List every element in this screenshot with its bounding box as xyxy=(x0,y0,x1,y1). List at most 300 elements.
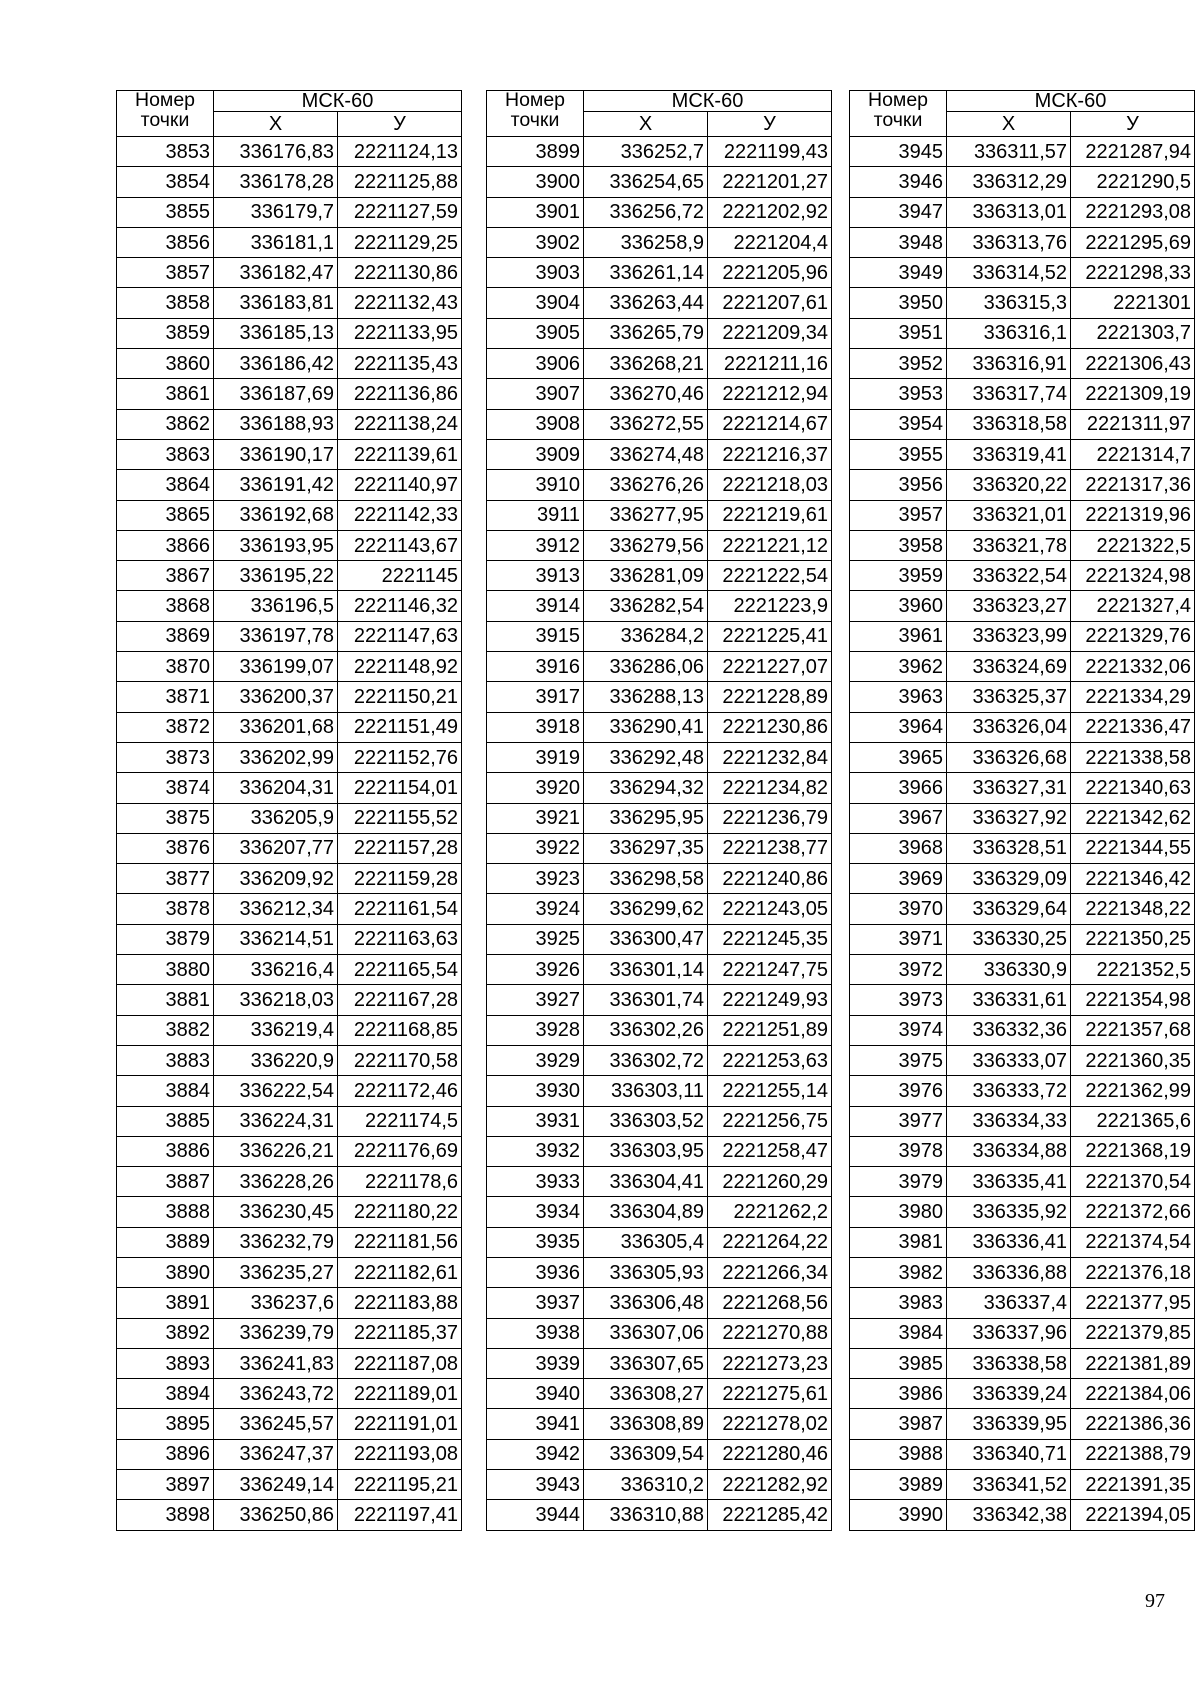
table-row xyxy=(117,833,462,863)
table-row xyxy=(487,803,832,833)
y-coordinate-cell: 2221251,89 xyxy=(708,1015,832,1045)
table-row xyxy=(117,924,462,954)
x-coordinate-cell: 336306,48 xyxy=(584,1288,708,1318)
y-coordinate-cell: 2221287,94 xyxy=(1071,137,1195,167)
x-coordinate-cell: 336319,41 xyxy=(947,439,1071,469)
x-coordinate-cell: 336249,14 xyxy=(214,1470,338,1500)
point-number-cell: 3916 xyxy=(487,652,584,682)
y-coordinate-cell: 2221256,75 xyxy=(708,1106,832,1136)
table-row xyxy=(487,1076,832,1106)
table-row xyxy=(487,349,832,379)
x-coordinate-cell: 336224,31 xyxy=(214,1106,338,1136)
point-number-cell: 3941 xyxy=(487,1409,584,1439)
table-row xyxy=(850,1288,1195,1318)
table-row xyxy=(117,470,462,500)
y-coordinate-cell: 2221204,4 xyxy=(708,227,832,257)
table-row xyxy=(117,773,462,803)
y-coordinate-cell: 2221377,95 xyxy=(1071,1288,1195,1318)
table-row xyxy=(487,530,832,560)
y-coordinate-cell: 2221268,56 xyxy=(708,1288,832,1318)
y-coordinate-cell: 2221357,68 xyxy=(1071,1015,1195,1045)
x-coordinate-cell: 336282,54 xyxy=(584,591,708,621)
header-point-number: Номер точки xyxy=(850,91,947,137)
x-coordinate-cell: 336295,95 xyxy=(584,803,708,833)
table-row xyxy=(487,864,832,894)
table-row xyxy=(487,1227,832,1257)
point-number-cell: 3923 xyxy=(487,864,584,894)
table-row xyxy=(117,955,462,985)
x-coordinate-cell: 336320,22 xyxy=(947,470,1071,500)
point-number-cell: 3891 xyxy=(117,1288,214,1318)
page-number: 97 xyxy=(1145,1590,1165,1612)
table-row xyxy=(117,318,462,348)
y-coordinate-cell: 2221350,25 xyxy=(1071,924,1195,954)
header-x: Х xyxy=(584,112,708,137)
y-coordinate-cell: 2221157,28 xyxy=(338,833,462,863)
y-coordinate-cell: 2221193,08 xyxy=(338,1439,462,1469)
y-coordinate-cell: 2221223,9 xyxy=(708,591,832,621)
x-coordinate-cell: 336331,61 xyxy=(947,985,1071,1015)
point-number-cell: 3876 xyxy=(117,833,214,863)
point-number-cell: 3942 xyxy=(487,1439,584,1469)
point-number-cell: 3945 xyxy=(850,137,947,167)
x-coordinate-cell: 336304,41 xyxy=(584,1167,708,1197)
y-coordinate-cell: 2221129,25 xyxy=(338,227,462,257)
y-coordinate-cell: 2221336,47 xyxy=(1071,712,1195,742)
point-number-cell: 3868 xyxy=(117,591,214,621)
point-number-cell: 3888 xyxy=(117,1197,214,1227)
x-coordinate-cell: 336332,36 xyxy=(947,1015,1071,1045)
point-number-cell: 3874 xyxy=(117,773,214,803)
x-coordinate-cell: 336307,06 xyxy=(584,1318,708,1348)
table-row xyxy=(487,1439,832,1469)
x-coordinate-cell: 336193,95 xyxy=(214,530,338,560)
table-row xyxy=(117,1136,462,1166)
x-coordinate-cell: 336200,37 xyxy=(214,682,338,712)
point-number-cell: 3886 xyxy=(117,1136,214,1166)
point-number-cell: 3936 xyxy=(487,1257,584,1287)
table-row xyxy=(487,1106,832,1136)
x-coordinate-cell: 336212,34 xyxy=(214,894,338,924)
point-number-cell: 3864 xyxy=(117,470,214,500)
point-number-cell: 3962 xyxy=(850,652,947,682)
x-coordinate-cell: 336243,72 xyxy=(214,1379,338,1409)
table-row xyxy=(850,1409,1195,1439)
y-coordinate-cell: 2221132,43 xyxy=(338,288,462,318)
table-row xyxy=(850,530,1195,560)
coordinate-table-1 xyxy=(116,90,462,1531)
x-coordinate-cell: 336333,07 xyxy=(947,1045,1071,1075)
x-coordinate-cell: 336341,52 xyxy=(947,1470,1071,1500)
point-number-cell: 3912 xyxy=(487,530,584,560)
point-number-cell: 3911 xyxy=(487,500,584,530)
table-row xyxy=(850,1348,1195,1378)
y-coordinate-cell: 2221185,37 xyxy=(338,1318,462,1348)
x-coordinate-cell: 336340,71 xyxy=(947,1439,1071,1469)
y-coordinate-cell: 2221150,21 xyxy=(338,682,462,712)
y-coordinate-cell: 2221372,66 xyxy=(1071,1197,1195,1227)
point-number-cell: 3940 xyxy=(487,1379,584,1409)
point-number-cell: 3865 xyxy=(117,500,214,530)
table-row xyxy=(850,924,1195,954)
point-number-cell: 3956 xyxy=(850,470,947,500)
x-coordinate-cell: 336337,4 xyxy=(947,1288,1071,1318)
point-number-cell: 3955 xyxy=(850,439,947,469)
y-coordinate-cell: 2221368,19 xyxy=(1071,1136,1195,1166)
y-coordinate-cell: 2221180,22 xyxy=(338,1197,462,1227)
y-coordinate-cell: 2221218,03 xyxy=(708,470,832,500)
point-number-cell: 3883 xyxy=(117,1045,214,1075)
x-coordinate-cell: 336274,48 xyxy=(584,439,708,469)
table-row xyxy=(117,530,462,560)
point-number-cell: 3938 xyxy=(487,1318,584,1348)
y-coordinate-cell: 2221354,98 xyxy=(1071,985,1195,1015)
point-number-cell: 3980 xyxy=(850,1197,947,1227)
y-coordinate-cell: 2221222,54 xyxy=(708,561,832,591)
y-coordinate-cell: 2221280,46 xyxy=(708,1439,832,1469)
table-row xyxy=(487,682,832,712)
y-coordinate-cell: 2221260,29 xyxy=(708,1167,832,1197)
point-number-cell: 3882 xyxy=(117,1015,214,1045)
table-row xyxy=(117,379,462,409)
y-coordinate-cell: 2221329,76 xyxy=(1071,621,1195,651)
x-coordinate-cell: 336201,68 xyxy=(214,712,338,742)
y-coordinate-cell: 2221303,7 xyxy=(1071,318,1195,348)
table-row xyxy=(850,1227,1195,1257)
x-coordinate-cell: 336258,9 xyxy=(584,227,708,257)
y-coordinate-cell: 2221376,18 xyxy=(1071,1257,1195,1287)
y-coordinate-cell: 2221227,07 xyxy=(708,652,832,682)
y-coordinate-cell: 2221230,86 xyxy=(708,712,832,742)
point-number-cell: 3892 xyxy=(117,1318,214,1348)
point-number-cell: 3974 xyxy=(850,1015,947,1045)
y-coordinate-cell: 2221340,63 xyxy=(1071,773,1195,803)
point-number-cell: 3908 xyxy=(487,409,584,439)
table-row xyxy=(850,409,1195,439)
point-number-cell: 3973 xyxy=(850,985,947,1015)
point-number-cell: 3961 xyxy=(850,621,947,651)
y-coordinate-cell: 2221143,67 xyxy=(338,530,462,560)
table-row xyxy=(117,439,462,469)
x-coordinate-cell: 336239,79 xyxy=(214,1318,338,1348)
x-coordinate-cell: 336192,68 xyxy=(214,500,338,530)
point-number-cell: 3951 xyxy=(850,318,947,348)
point-number-cell: 3932 xyxy=(487,1136,584,1166)
y-coordinate-cell: 2221127,59 xyxy=(338,197,462,227)
y-coordinate-cell: 2221334,29 xyxy=(1071,682,1195,712)
coordinate-table-3 xyxy=(849,90,1195,1531)
y-coordinate-cell: 2221214,67 xyxy=(708,409,832,439)
y-coordinate-cell: 2221293,08 xyxy=(1071,197,1195,227)
y-coordinate-cell: 2221379,85 xyxy=(1071,1318,1195,1348)
point-number-cell: 3946 xyxy=(850,167,947,197)
table-row xyxy=(850,803,1195,833)
x-coordinate-cell: 336195,22 xyxy=(214,561,338,591)
y-coordinate-cell: 2221152,76 xyxy=(338,742,462,772)
table-row xyxy=(117,258,462,288)
x-coordinate-cell: 336310,2 xyxy=(584,1470,708,1500)
point-number-cell: 3887 xyxy=(117,1167,214,1197)
table-row xyxy=(117,803,462,833)
coordinate-tables xyxy=(116,89,1192,1566)
y-coordinate-cell: 2221298,33 xyxy=(1071,258,1195,288)
y-coordinate-cell: 2221255,14 xyxy=(708,1076,832,1106)
x-coordinate-cell: 336305,4 xyxy=(584,1227,708,1257)
x-coordinate-cell: 336272,55 xyxy=(584,409,708,439)
x-coordinate-cell: 336250,86 xyxy=(214,1500,338,1530)
point-number-cell: 3960 xyxy=(850,591,947,621)
table-row xyxy=(117,1257,462,1287)
table-row xyxy=(117,227,462,257)
y-coordinate-cell: 2221199,43 xyxy=(708,137,832,167)
table-row xyxy=(850,682,1195,712)
x-coordinate-cell: 336298,58 xyxy=(584,864,708,894)
point-number-cell: 3987 xyxy=(850,1409,947,1439)
x-coordinate-cell: 336268,21 xyxy=(584,349,708,379)
x-coordinate-cell: 336232,79 xyxy=(214,1227,338,1257)
y-coordinate-cell: 2221344,55 xyxy=(1071,833,1195,863)
point-number-cell: 3855 xyxy=(117,197,214,227)
point-number-cell: 3907 xyxy=(487,379,584,409)
y-coordinate-cell: 2221278,02 xyxy=(708,1409,832,1439)
point-number-cell: 3863 xyxy=(117,439,214,469)
table-row xyxy=(117,1227,462,1257)
point-number-cell: 3926 xyxy=(487,955,584,985)
point-number-cell: 3990 xyxy=(850,1500,947,1530)
table-row xyxy=(487,500,832,530)
table-row xyxy=(117,621,462,651)
table-row xyxy=(487,955,832,985)
x-coordinate-cell: 336321,78 xyxy=(947,530,1071,560)
table-row xyxy=(487,227,832,257)
table-row xyxy=(117,1500,462,1530)
x-coordinate-cell: 336315,3 xyxy=(947,288,1071,318)
point-number-cell: 3880 xyxy=(117,955,214,985)
x-coordinate-cell: 336312,29 xyxy=(947,167,1071,197)
table-row xyxy=(850,227,1195,257)
point-number-cell: 3939 xyxy=(487,1348,584,1378)
y-coordinate-cell: 2221370,54 xyxy=(1071,1167,1195,1197)
x-coordinate-cell: 336196,5 xyxy=(214,591,338,621)
y-coordinate-cell: 2221342,62 xyxy=(1071,803,1195,833)
y-coordinate-cell: 2221138,24 xyxy=(338,409,462,439)
y-coordinate-cell: 2221381,89 xyxy=(1071,1348,1195,1378)
x-coordinate-cell: 336284,2 xyxy=(584,621,708,651)
table-row xyxy=(117,349,462,379)
point-number-cell: 3967 xyxy=(850,803,947,833)
y-coordinate-cell: 2221202,92 xyxy=(708,197,832,227)
point-number-cell: 3963 xyxy=(850,682,947,712)
y-coordinate-cell: 2221270,88 xyxy=(708,1318,832,1348)
point-number-cell: 3924 xyxy=(487,894,584,924)
point-number-cell: 3944 xyxy=(487,1500,584,1530)
x-coordinate-cell: 336309,54 xyxy=(584,1439,708,1469)
point-number-cell: 3919 xyxy=(487,742,584,772)
x-coordinate-cell: 336216,4 xyxy=(214,955,338,985)
x-coordinate-cell: 336339,95 xyxy=(947,1409,1071,1439)
y-coordinate-cell: 2221133,95 xyxy=(338,318,462,348)
table-row xyxy=(117,1045,462,1075)
table-row xyxy=(117,742,462,772)
table-row xyxy=(850,621,1195,651)
table-row xyxy=(850,985,1195,1015)
y-coordinate-cell: 2221295,69 xyxy=(1071,227,1195,257)
point-number-cell: 3930 xyxy=(487,1076,584,1106)
table-row xyxy=(117,561,462,591)
x-coordinate-cell: 336326,68 xyxy=(947,742,1071,772)
x-coordinate-cell: 336338,58 xyxy=(947,1348,1071,1378)
point-number-cell: 3866 xyxy=(117,530,214,560)
table-row xyxy=(487,197,832,227)
table-row xyxy=(850,712,1195,742)
y-coordinate-cell: 2221187,08 xyxy=(338,1348,462,1378)
y-coordinate-cell: 2221384,06 xyxy=(1071,1379,1195,1409)
y-coordinate-cell: 2221253,63 xyxy=(708,1045,832,1075)
table-row xyxy=(117,652,462,682)
x-coordinate-cell: 336302,26 xyxy=(584,1015,708,1045)
x-coordinate-cell: 336335,41 xyxy=(947,1167,1071,1197)
point-number-cell: 3862 xyxy=(117,409,214,439)
x-coordinate-cell: 336333,72 xyxy=(947,1076,1071,1106)
table-row xyxy=(850,1045,1195,1075)
y-coordinate-cell: 2221232,84 xyxy=(708,742,832,772)
x-coordinate-cell: 336330,25 xyxy=(947,924,1071,954)
y-coordinate-cell: 2221151,49 xyxy=(338,712,462,742)
point-number-cell: 3899 xyxy=(487,137,584,167)
x-coordinate-cell: 336308,89 xyxy=(584,1409,708,1439)
header-coordinate-system: МСК-60 xyxy=(947,91,1195,112)
x-coordinate-cell: 336228,26 xyxy=(214,1167,338,1197)
y-coordinate-cell: 2221148,92 xyxy=(338,652,462,682)
y-coordinate-cell: 2221317,36 xyxy=(1071,470,1195,500)
point-number-cell: 3853 xyxy=(117,137,214,167)
table-row xyxy=(117,682,462,712)
table-row xyxy=(487,1288,832,1318)
header-coordinate-system: МСК-60 xyxy=(214,91,462,112)
table-row xyxy=(117,137,462,167)
x-coordinate-cell: 336219,4 xyxy=(214,1015,338,1045)
y-coordinate-cell: 2221176,69 xyxy=(338,1136,462,1166)
y-coordinate-cell: 2221216,37 xyxy=(708,439,832,469)
table-row xyxy=(850,833,1195,863)
table-row xyxy=(487,1348,832,1378)
y-coordinate-cell: 2221195,21 xyxy=(338,1470,462,1500)
x-coordinate-cell: 336245,57 xyxy=(214,1409,338,1439)
y-coordinate-cell: 2221159,28 xyxy=(338,864,462,894)
table-row xyxy=(487,591,832,621)
point-number-cell: 3897 xyxy=(117,1470,214,1500)
point-number-cell: 3871 xyxy=(117,682,214,712)
point-number-cell: 3953 xyxy=(850,379,947,409)
x-coordinate-cell: 336209,92 xyxy=(214,864,338,894)
x-coordinate-cell: 336207,77 xyxy=(214,833,338,863)
y-coordinate-cell: 2221155,52 xyxy=(338,803,462,833)
x-coordinate-cell: 336299,62 xyxy=(584,894,708,924)
x-coordinate-cell: 336220,9 xyxy=(214,1045,338,1075)
x-coordinate-cell: 336326,04 xyxy=(947,712,1071,742)
y-coordinate-cell: 2221243,05 xyxy=(708,894,832,924)
y-coordinate-cell: 2221365,6 xyxy=(1071,1106,1195,1136)
y-coordinate-cell: 2221386,36 xyxy=(1071,1409,1195,1439)
point-number-cell: 3965 xyxy=(850,742,947,772)
point-number-cell: 3983 xyxy=(850,1288,947,1318)
table-row xyxy=(487,742,832,772)
point-number-cell: 3901 xyxy=(487,197,584,227)
table-row xyxy=(487,1167,832,1197)
table-row xyxy=(117,1076,462,1106)
y-coordinate-cell: 2221301 xyxy=(1071,288,1195,318)
table-row xyxy=(487,137,832,167)
point-number-cell: 3914 xyxy=(487,591,584,621)
x-coordinate-cell: 336188,93 xyxy=(214,409,338,439)
table-row xyxy=(487,1318,832,1348)
x-coordinate-cell: 336202,99 xyxy=(214,742,338,772)
point-number-cell: 3985 xyxy=(850,1348,947,1378)
point-number-cell: 3889 xyxy=(117,1227,214,1257)
y-coordinate-cell: 2221207,61 xyxy=(708,288,832,318)
x-coordinate-cell: 336322,54 xyxy=(947,561,1071,591)
point-number-cell: 3969 xyxy=(850,864,947,894)
y-coordinate-cell: 2221236,79 xyxy=(708,803,832,833)
point-number-cell: 3984 xyxy=(850,1318,947,1348)
y-coordinate-cell: 2221181,56 xyxy=(338,1227,462,1257)
table-row xyxy=(850,1197,1195,1227)
x-coordinate-cell: 336179,7 xyxy=(214,197,338,227)
table-row xyxy=(117,864,462,894)
table-row xyxy=(487,924,832,954)
x-coordinate-cell: 336305,93 xyxy=(584,1257,708,1287)
table-row xyxy=(487,894,832,924)
x-coordinate-cell: 336323,99 xyxy=(947,621,1071,651)
table-row xyxy=(487,1197,832,1227)
x-coordinate-cell: 336256,72 xyxy=(584,197,708,227)
y-coordinate-cell: 2221374,54 xyxy=(1071,1227,1195,1257)
y-coordinate-cell: 2221234,82 xyxy=(708,773,832,803)
point-number-cell: 3949 xyxy=(850,258,947,288)
x-coordinate-cell: 336265,79 xyxy=(584,318,708,348)
x-coordinate-cell: 336313,01 xyxy=(947,197,1071,227)
y-coordinate-cell: 2221319,96 xyxy=(1071,500,1195,530)
point-number-cell: 3925 xyxy=(487,924,584,954)
y-coordinate-cell: 2221264,22 xyxy=(708,1227,832,1257)
x-coordinate-cell: 336222,54 xyxy=(214,1076,338,1106)
point-number-cell: 3915 xyxy=(487,621,584,651)
point-number-cell: 3860 xyxy=(117,349,214,379)
y-coordinate-cell: 2221142,33 xyxy=(338,500,462,530)
y-coordinate-cell: 2221201,27 xyxy=(708,167,832,197)
y-coordinate-cell: 2221309,19 xyxy=(1071,379,1195,409)
y-coordinate-cell: 2221322,5 xyxy=(1071,530,1195,560)
y-coordinate-cell: 2221147,63 xyxy=(338,621,462,651)
x-coordinate-cell: 336308,27 xyxy=(584,1379,708,1409)
x-coordinate-cell: 336247,37 xyxy=(214,1439,338,1469)
x-coordinate-cell: 336313,76 xyxy=(947,227,1071,257)
y-coordinate-cell: 2221174,5 xyxy=(338,1106,462,1136)
table-row xyxy=(487,379,832,409)
table-row xyxy=(117,1439,462,1469)
y-coordinate-cell: 2221228,89 xyxy=(708,682,832,712)
x-coordinate-cell: 336314,52 xyxy=(947,258,1071,288)
table-row xyxy=(850,1470,1195,1500)
table-row xyxy=(487,470,832,500)
y-coordinate-cell: 2221130,86 xyxy=(338,258,462,288)
y-coordinate-cell: 2221182,61 xyxy=(338,1257,462,1287)
y-coordinate-cell: 2221275,61 xyxy=(708,1379,832,1409)
y-coordinate-cell: 2221197,41 xyxy=(338,1500,462,1530)
y-coordinate-cell: 2221163,63 xyxy=(338,924,462,954)
table-row xyxy=(487,1136,832,1166)
y-coordinate-cell: 2221167,28 xyxy=(338,985,462,1015)
